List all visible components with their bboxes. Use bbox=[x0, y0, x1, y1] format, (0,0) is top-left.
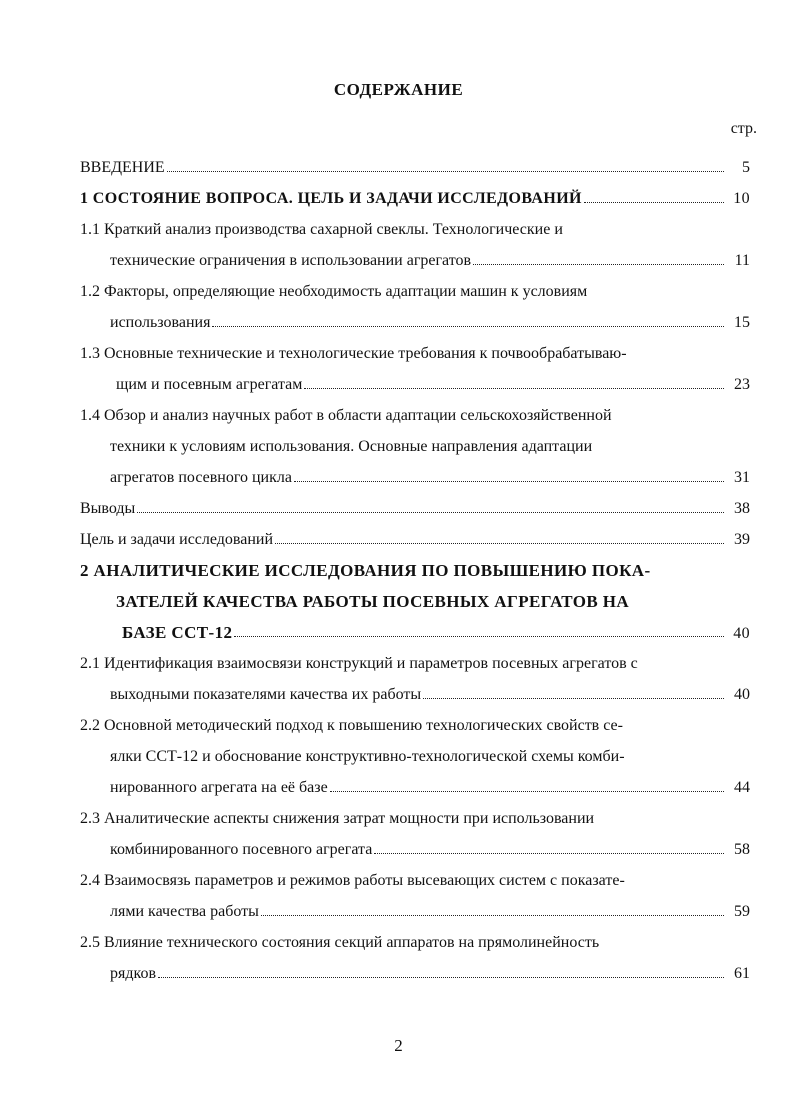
toc-page-number: 11 bbox=[734, 252, 750, 269]
toc-entry-text: комбинированного посевного агрегата bbox=[110, 841, 373, 858]
toc-chapter-line: ЗАТЕЛЕЙ КАЧЕСТВА РАБОТЫ ПОСЕВНЫХ АГРЕГАТОВ НА bbox=[116, 592, 630, 611]
toc-page-number: 40 bbox=[734, 686, 750, 703]
toc-entry bbox=[80, 152, 750, 183]
page-number: 2 bbox=[394, 1036, 403, 1055]
dot-leader bbox=[137, 512, 724, 513]
toc-entry-text: нированного агрегата на её базе bbox=[110, 779, 328, 796]
toc-entry-text: технические ограничения в использовании агрегатов bbox=[110, 252, 472, 269]
toc-entry-text: ВВЕДЕНИЕ bbox=[80, 159, 165, 176]
dot-leader bbox=[167, 171, 724, 172]
dot-leader bbox=[234, 636, 724, 637]
dot-leader bbox=[294, 481, 724, 482]
toc-entry-text: 1 СОСТОЯНИЕ ВОПРОСА. ЦЕЛЬ И ЗАДАЧИ ИССЛЕДОВАНИЙ bbox=[80, 190, 582, 207]
toc-entry-line: 1.1 Краткий анализ производства сахарной свеклы. Технологические и bbox=[80, 221, 563, 238]
table-of-contents bbox=[80, 152, 750, 989]
toc-entry-text: выходными показателями качества их работы bbox=[110, 686, 422, 703]
toc-entry bbox=[80, 493, 750, 524]
toc-page-number: 23 bbox=[734, 376, 750, 393]
toc-entry-line: 1.2 Факторы, определяющие необходимость адаптации машин к условиям bbox=[80, 283, 588, 300]
dot-leader bbox=[261, 915, 724, 916]
toc-entry-text: щим и посевным агрегатам bbox=[116, 376, 303, 393]
dot-leader bbox=[330, 791, 724, 792]
page-column-label: стр. bbox=[730, 120, 757, 137]
toc-entry-line: 1.4 Обзор и анализ научных работ в области адаптации сельскохозяйственной bbox=[80, 407, 612, 424]
dot-leader bbox=[212, 326, 724, 327]
toc-page-number: 5 bbox=[742, 159, 750, 176]
toc-entry-text: Цель и задачи исследований bbox=[80, 531, 274, 548]
toc-chapter bbox=[80, 183, 750, 214]
dot-leader bbox=[304, 388, 724, 389]
toc-entry bbox=[80, 462, 750, 493]
toc-page-number: 31 bbox=[734, 469, 750, 486]
toc-entry-text: лями качества работы bbox=[110, 903, 259, 920]
toc-entry bbox=[80, 245, 750, 276]
toc-entry bbox=[80, 524, 750, 555]
dot-leader bbox=[158, 977, 724, 978]
toc-page-number: 61 bbox=[734, 965, 750, 982]
toc-chapter bbox=[80, 617, 750, 648]
toc-page-number: 15 bbox=[734, 314, 750, 331]
toc-entry bbox=[80, 896, 750, 927]
toc-entry-line: техники к условиям использования. Основные направления адаптации bbox=[110, 438, 593, 455]
toc-entry-text: БАЗЕ ССТ-12 bbox=[122, 623, 233, 642]
toc-entry-line: 1.3 Основные технические и технологические требования к почвообрабатываю- bbox=[80, 345, 627, 362]
toc-page-number: 40 bbox=[733, 625, 750, 642]
toc-page-number: 39 bbox=[734, 531, 750, 548]
toc-page-number: 10 bbox=[733, 190, 750, 207]
dot-leader bbox=[423, 698, 724, 699]
toc-entry-text: использования bbox=[110, 314, 211, 331]
toc-entry-text: рядков bbox=[110, 965, 157, 982]
toc-entry-line: 2.1 Идентификация взаимосвязи конструкций и параметров посевных агрегатов с bbox=[80, 655, 638, 672]
toc-entry-line: 2.5 Влияние технического состояния секций аппаратов на прямолинейность bbox=[80, 934, 600, 951]
toc-entry-line: 2.3 Аналитические аспекты снижения затрат мощности при использовании bbox=[80, 810, 595, 827]
dot-leader bbox=[275, 543, 724, 544]
toc-entry bbox=[80, 772, 750, 803]
toc-page-number: 58 bbox=[734, 841, 750, 858]
toc-entry-line: ялки ССТ-12 и обоснование конструктивно-технологической схемы комби- bbox=[110, 748, 625, 765]
toc-entry-text: агрегатов посевного цикла bbox=[110, 469, 292, 486]
toc-entry-line: 2.4 Взаимосвязь параметров и режимов работы высевающих систем с показате- bbox=[80, 872, 625, 889]
toc-entry bbox=[80, 958, 750, 989]
dot-leader bbox=[584, 202, 724, 203]
toc-page-number: 44 bbox=[734, 779, 750, 796]
toc-entry bbox=[80, 307, 750, 338]
toc-entry-line: 2.2 Основной методический подход к повышению технологических свойств се- bbox=[80, 717, 623, 734]
toc-entry bbox=[80, 834, 750, 865]
dot-leader bbox=[473, 264, 724, 265]
dot-leader bbox=[374, 853, 724, 854]
toc-entry bbox=[80, 679, 750, 710]
page-title: СОДЕРЖАНИЕ bbox=[333, 80, 464, 99]
toc-chapter-line: 2 АНАЛИТИЧЕСКИЕ ИССЛЕДОВАНИЯ ПО ПОВЫШЕНИЮ ПОКА- bbox=[80, 561, 651, 580]
toc-page-number: 59 bbox=[734, 903, 750, 920]
toc-entry-text: Выводы bbox=[80, 500, 136, 517]
toc-entry bbox=[80, 369, 750, 400]
toc-page-number: 38 bbox=[734, 500, 750, 517]
